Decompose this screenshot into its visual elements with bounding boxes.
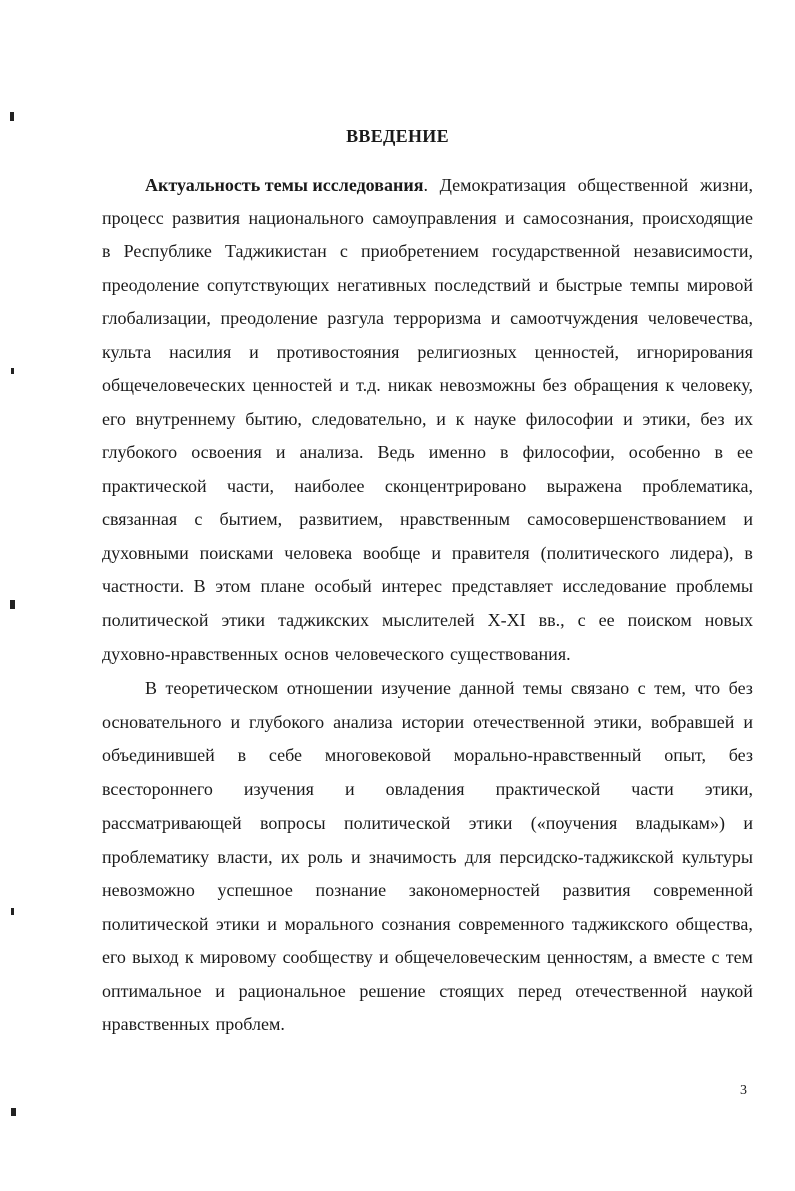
text-line: практической части, наиболее сконцентрировано выражена проблематика, — [102, 476, 753, 496]
text-line: культа насилия и противостояния религиозных ценностей, игнорирования — [102, 342, 753, 362]
text-line: объединившей в себе многовековой морально-нравственный опыт, без — [102, 745, 753, 765]
text-line: глобализации, преодоление разгула терроризма и самоотчуждения человечества, — [102, 308, 753, 328]
text-line: Актуальность темы исследования. Демократизация общественной жизни, — [145, 175, 753, 195]
scan-mark — [10, 112, 14, 121]
text-line: связанная с бытием, развитием, нравственным самосовершенствованием и — [102, 509, 753, 529]
text-line: в Республике Таджикистан с приобретением государственной независимости, — [102, 241, 753, 261]
text-line: его выход к мировому сообществу и общечеловеческим ценностям, а вместе с тем — [102, 947, 753, 967]
scan-mark — [11, 908, 14, 915]
text-line: глубокого освоения и анализа. Ведь именно в философии, особенно в ее — [102, 442, 753, 462]
text-line: проблематику власти, их роль и значимость для персидско-таджикской культуры — [102, 847, 753, 867]
text-line: политической этики и морального сознания современного таджикского общества, — [102, 914, 753, 934]
text-line: процесс развития национального самоуправления и самосознания, происходящие — [102, 208, 753, 228]
text-line: духовно-нравственных основ человеческого существования. — [102, 644, 571, 664]
scan-mark — [11, 368, 14, 374]
text-line: основательного и глубокого анализа истории отечественной этики, вобравшей и — [102, 712, 753, 732]
text-line: всестороннего изучения и овладения практической части этики, — [102, 779, 753, 799]
text-line: его внутреннему бытию, следовательно, и к науке философии и этики, без их — [102, 409, 753, 429]
lead-bold-phrase: Актуальность темы исследования — [145, 175, 424, 195]
text-line: духовными поисками человека вообще и правителя (политического лидера), в — [102, 543, 753, 563]
text-line: политической этики таджикских мыслителей X-XI вв., с ее поиском новых — [102, 610, 753, 630]
scan-mark — [10, 600, 15, 609]
text-line: рассматривающей вопросы политической этики («поучения владыкам») и — [102, 813, 753, 833]
text-line: частности. В этом плане особый интерес представляет исследование проблемы — [102, 576, 753, 596]
section-heading: ВВЕДЕНИЕ — [346, 126, 449, 146]
page-number: 3 — [740, 1083, 747, 1098]
scan-mark — [11, 1108, 16, 1116]
text-line: невозможно успешное познание закономерностей развития современной — [102, 880, 753, 900]
text-line: общечеловеческих ценностей и т.д. никак невозможны без обращения к человеку, — [102, 375, 753, 395]
text-line: преодоление сопутствующих негативных последствий и быстрые темпы мировой — [102, 275, 753, 295]
text-line: В теоретическом отношении изучение данной темы связано с тем, что без — [145, 678, 753, 698]
text-line: нравственных проблем. — [102, 1014, 285, 1034]
text-line: оптимальное и рациональное решение стоящих перед отечественной наукой — [102, 981, 753, 1001]
